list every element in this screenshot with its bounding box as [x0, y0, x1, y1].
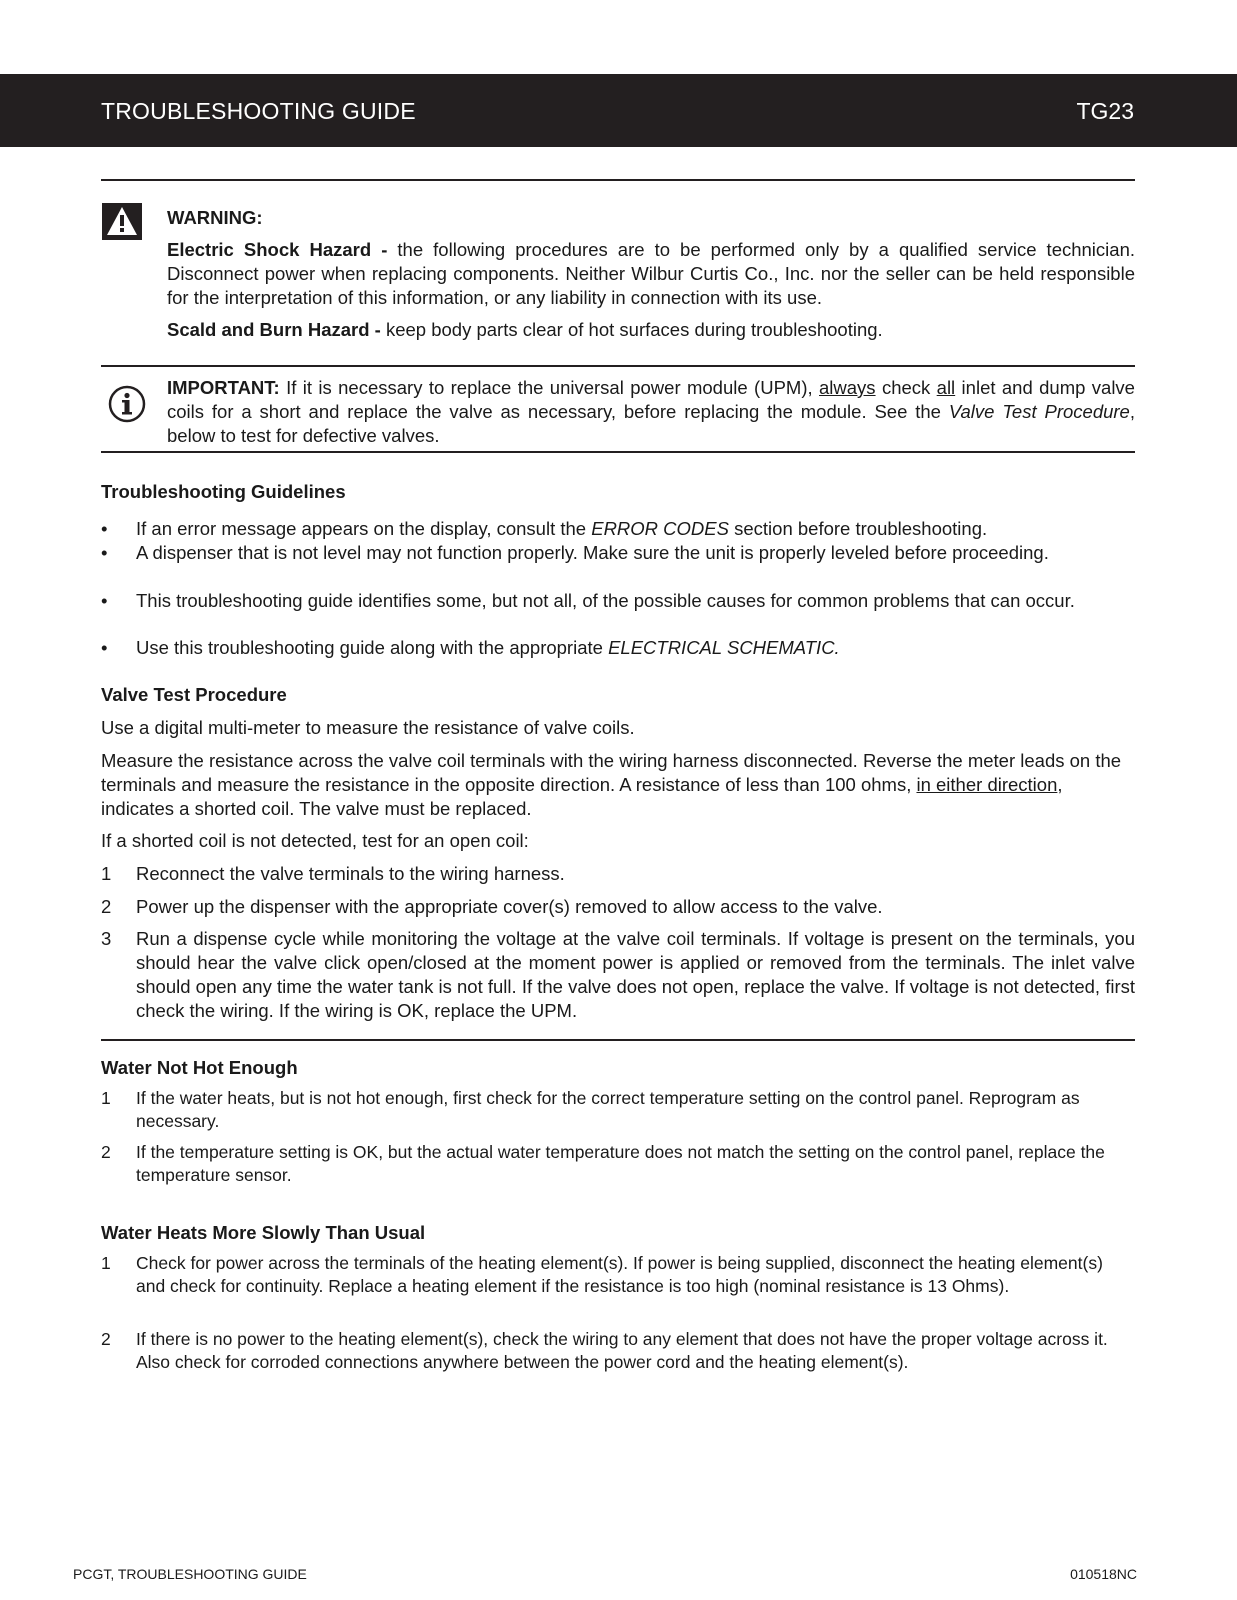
paragraph — [101, 749, 1135, 821]
scald-warning — [167, 318, 1135, 342]
shock-lead: Electric Shock Hazard - — [167, 239, 398, 260]
paragraph-emphasis: in either direction — [916, 774, 1058, 795]
step-number: 1 — [101, 863, 112, 884]
divider — [101, 179, 1135, 181]
bullet-text: If an error message appears on the display, consult the — [136, 518, 592, 539]
paragraph-text: , indicates a shorted coil. The valve must be replaced. — [101, 774, 1063, 819]
bullet-reference: ELECTRICAL SCHEMATIC. — [608, 637, 840, 658]
electric-shock-warning — [167, 238, 1135, 310]
list-item — [101, 589, 1135, 613]
footer-document-title: PCGT, TROUBLESHOOTING GUIDE — [73, 1566, 307, 1582]
bullet: • — [101, 542, 108, 563]
bullet-text: Use this troubleshooting guide along with the appropriate — [136, 637, 609, 658]
step-text: If the temperature setting is OK, but the actual water temperature does not match the setting on the control panel, replace the temperature sensor. — [136, 1142, 1105, 1185]
important-text: If it is necessary to replace the universal power module (UPM), — [279, 377, 819, 398]
header-bar — [0, 74, 1237, 147]
important-reference: Valve Test Procedure — [948, 401, 1130, 422]
section-heading: Troubleshooting Guidelines — [101, 481, 346, 502]
important-text: , below to test for defective valves. — [167, 401, 1135, 446]
step-text: If there is no power to the heating element(s), check the wiring to any element that does not have the proper voltage across it. Also check for corroded connections anywhere between the power cord and the heating element(s). — [136, 1329, 1108, 1372]
list-item — [101, 1328, 1135, 1374]
step-number: 1 — [101, 1253, 111, 1273]
list-item — [101, 541, 1135, 565]
important-lead: IMPORTANT: — [167, 377, 280, 398]
bullet-reference: ERROR CODES — [591, 518, 729, 539]
scald-lead: Scald and Burn Hazard - — [167, 319, 386, 340]
important-note — [167, 376, 1135, 448]
page-title: TROUBLESHOOTING GUIDE — [101, 98, 416, 124]
divider — [101, 1039, 1135, 1041]
list-item — [101, 1252, 1135, 1298]
list-item — [101, 1141, 1135, 1187]
step-text: Power up the dispenser with the appropriate cover(s) removed to allow access to the valve. — [136, 896, 883, 917]
bullet-text: A dispenser that is not level may not function properly. Make sure the unit is properly leveled before proceeding. — [136, 542, 1049, 563]
step-text: Reconnect the valve terminals to the wiring harness. — [136, 863, 565, 884]
step-number: 2 — [101, 1329, 111, 1349]
important-emphasis: always — [819, 377, 876, 398]
scald-text: keep body parts clear of hot surfaces during troubleshooting. — [385, 319, 883, 340]
step-number: 3 — [101, 928, 112, 949]
step-text: Run a dispense cycle while monitoring the voltage at the valve coil terminals. If voltage is present on the terminals, you should hear the valve click open/closed at the moment power is applied or removed from the terminals. The inlet valve should open any time the water tank is not full. If the valve does not open, replace the valve. If voltage is not detected, first check the wiring. If the wiring is OK, replace the UPM. — [136, 928, 1135, 1021]
section-heading: Water Heats More Slowly Than Usual — [101, 1222, 426, 1243]
section-heading: Water Not Hot Enough — [101, 1057, 298, 1078]
section-heading: Valve Test Procedure — [101, 684, 287, 705]
info-icon — [108, 385, 146, 423]
list-item — [101, 927, 1135, 1023]
important-text: check — [875, 377, 937, 398]
footer-revision-code: 010518NC — [1070, 1566, 1137, 1582]
paragraph-text: Measure the resistance across the valve coil terminals with the wiring harness disconnected. Reverse the meter leads on the terminals and measure the resistance in the opposite direction. A resistance of less than 100 ohms, — [101, 750, 1122, 795]
paragraph: If a shorted coil is not detected, test for an open coil: — [101, 830, 529, 851]
list-item — [101, 517, 1135, 541]
warning-title: WARNING: — [167, 207, 263, 228]
bullet: • — [101, 590, 108, 611]
list-item — [101, 895, 1135, 919]
divider — [101, 365, 1135, 367]
step-text: Check for power across the terminals of the heating element(s). If power is being supplied, disconnect the heating element(s) and check for continuity. Replace a heating element if the resistance is too high (nominal resistance is 13 Ohms). — [136, 1253, 1103, 1296]
bullet: • — [101, 637, 108, 658]
shock-text: the following procedures are to be performed only by a qualified service technician. Disconnect power when replacing components. Neither Wilbur Curtis Co., Inc. nor the seller can be held responsible for the interpretation of this information, or any liability in connection with its use. — [167, 239, 1135, 308]
bullet-text: section before troubleshooting. — [728, 518, 988, 539]
step-number: 2 — [101, 896, 112, 917]
step-number: 2 — [101, 1142, 111, 1162]
divider — [101, 451, 1135, 453]
bullet: • — [101, 518, 108, 539]
important-text: inlet and dump valve coils for a short and replace the valve as necessary, before replacing the module. See the — [167, 377, 1135, 422]
list-item — [101, 1087, 1135, 1133]
list-item — [101, 862, 1135, 886]
page-code: TG23 — [1076, 98, 1134, 124]
step-number: 1 — [101, 1088, 111, 1108]
paragraph: Use a digital multi-meter to measure the resistance of valve coils. — [101, 717, 635, 738]
list-item — [101, 636, 1135, 660]
step-text: If the water heats, but is not hot enough, first check for the correct temperature setting on the control panel. Reprogram as necessary. — [136, 1088, 1080, 1131]
warning-triangle-icon — [102, 203, 142, 240]
bullet-text: This troubleshooting guide identifies some, but not all, of the possible causes for common problems that can occur. — [136, 590, 1075, 611]
important-emphasis: all — [936, 377, 956, 398]
